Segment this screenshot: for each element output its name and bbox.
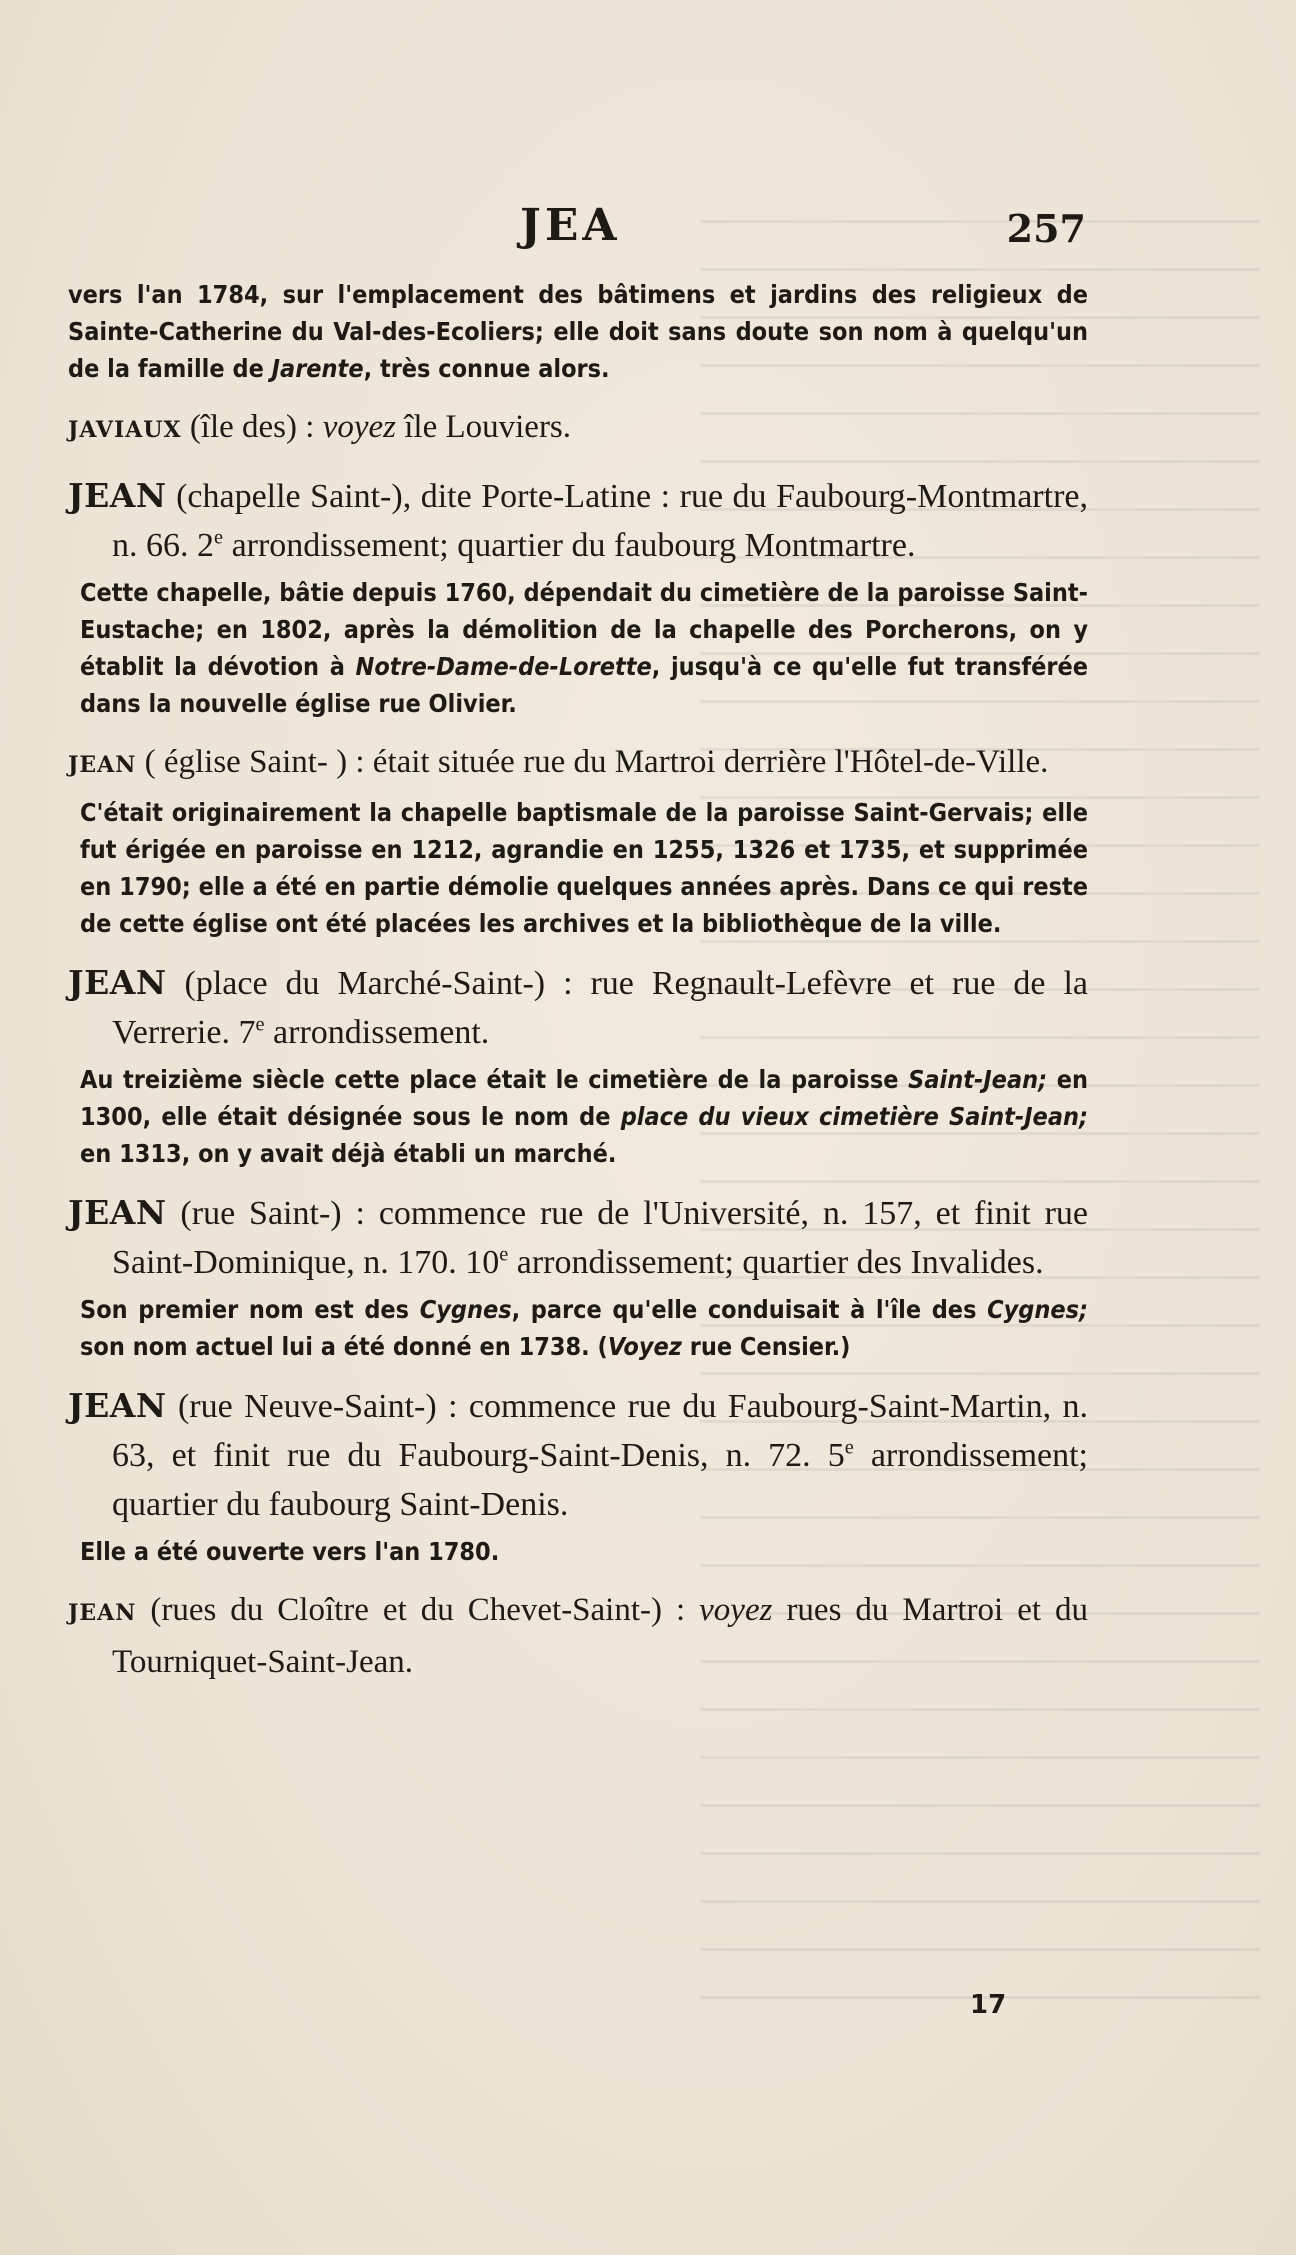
intro-note-line-1: vers l'an 1784, sur l'emplacement des bâtimens et jardins des religieux	[68, 280, 1043, 309]
entry-jean-eglise	[68, 738, 1088, 790]
note-jean-rue-saint	[68, 1291, 1088, 1365]
entry-superscript: e	[844, 1436, 854, 1459]
note-text-end: en 1313, on y avait déjà établi un marché.	[80, 1139, 617, 1168]
intro-note	[68, 276, 1088, 387]
entry-text-end: rues du Martroi et du Tourniquet-Saint-Jean.	[112, 1592, 1088, 1680]
entry-text: (chapelle Saint-), dite Porte-Latine : rue du Faubourg-Montmartre, n. 66. 2	[112, 478, 1088, 564]
note-text-italic: Notre-Dame-de-Lorette	[355, 652, 652, 681]
note-text: Cette chapelle, bâtie depuis 1760, dépendait du cimetière de la paroisse Saint-Eustache; en 1802, après la démolition de la chapelle des Porcherons, on y établit la dévotion à	[80, 578, 1088, 681]
entry-text-italic: voyez	[322, 409, 396, 445]
note-jean-eglise	[68, 794, 1088, 942]
entry-jean-place-marche	[68, 958, 1088, 1057]
note-text-middle-2: son nom actuel lui a été donné en 1738. (	[80, 1332, 608, 1361]
entry-headword: JEAN	[68, 476, 167, 515]
entry-headword: JAVIAUX	[68, 417, 182, 443]
note-text-italic-2: place du vieux cimetière Saint-Jean;	[620, 1102, 1088, 1131]
entry-headword: JEAN	[68, 1193, 167, 1232]
entry-javiaux	[68, 403, 1088, 455]
note-text-italic: Cygnes	[419, 1295, 512, 1324]
entry-jean-chapelle	[68, 471, 1088, 570]
entry-text: ( église Saint- ) : était située rue du Martroi derrière l'Hôtel-de-Ville.	[136, 744, 1049, 780]
note-text: Son premier nom est des	[80, 1295, 420, 1324]
running-head: JEA	[520, 200, 621, 251]
note-text-italic-2: Cygnes;	[987, 1295, 1088, 1324]
entry-jean-rue-neuve	[68, 1381, 1088, 1529]
entry-text: (rue Neuve-Saint-) : commence rue du Faubourg-Saint-Martin, n. 63, et finit rue du Faubourg-Saint-Denis, n. 72. 5	[112, 1388, 1088, 1474]
entry-superscript: e	[499, 1243, 509, 1266]
page-number: 257	[1006, 206, 1086, 251]
entry-superscript: e	[255, 1013, 265, 1036]
note-text: Au treizième siècle cette place était le cimetière de la paroisse	[80, 1065, 909, 1094]
intro-note-line-2: de Sainte-Catherine du Val-des-Ecoliers; elle doit sans doute son	[68, 280, 1088, 346]
note-jean-place-marche	[68, 1061, 1088, 1172]
intro-note-line-3-end: , très connue alors.	[363, 354, 610, 383]
intro-note-line-3: nom à quelqu'un de la famille de	[68, 317, 1089, 383]
entry-text-end: arrondissement; quartier des Invalides.	[508, 1244, 1044, 1281]
entry-text: (rue Saint-) : commence rue de l'Université, n. 157, et finit rue Saint-Dominique, n. 170. 10	[112, 1195, 1088, 1281]
entry-text-end: arrondissement; quartier du faubourg Montmartre.	[223, 527, 916, 564]
note-text-italic-3: Voyez	[607, 1332, 682, 1361]
note-text-end: , jusqu'à ce qu'elle fut transférée dans la nouvelle église rue Olivier.	[80, 652, 1088, 718]
page-header	[0, 200, 1296, 260]
note-text-italic: Saint-Jean;	[908, 1065, 1048, 1094]
note-text-middle: en 1300, elle était désignée sous le nom de	[80, 1065, 1088, 1131]
note-jean-rue-neuve	[68, 1533, 1088, 1570]
intro-note-italic-name: Jarente	[271, 354, 364, 383]
entry-text: (île des) :	[181, 409, 323, 445]
entry-headword: JEAN	[68, 1600, 137, 1626]
entry-headword: JEAN	[68, 752, 137, 778]
entry-text-italic: voyez	[699, 1592, 773, 1628]
note-text: C'était originairement la chapelle baptismale de la paroisse Saint-Gervais; elle fut érigée en paroisse en 1212, agrandie en 1255, 1326 et 1735, et supprimée en 1790; elle a été en partie démolie quelques années après. Dans ce qui reste de cette église ont été placées les archives et la bibliothèque de la ville.	[80, 798, 1088, 938]
entry-jean-rue-saint	[68, 1188, 1088, 1287]
entry-text: (rues du Cloître et du Chevet-Saint-) :	[136, 1592, 700, 1628]
note-jean-chapelle	[68, 574, 1088, 722]
entry-text: (place du Marché-Saint-) : rue Regnault-Lefèvre et rue de la Verrerie. 7	[112, 965, 1088, 1051]
entry-headword: JEAN	[68, 1386, 167, 1425]
entry-superscript: e	[214, 526, 224, 549]
page-content	[68, 276, 1088, 1691]
entry-headword: JEAN	[68, 963, 167, 1002]
signature-mark: 17	[970, 1990, 1007, 2020]
note-text: Elle a été ouverte vers l'an 1780.	[80, 1537, 500, 1566]
entry-text-end: île Louviers.	[395, 409, 572, 445]
entry-text-end: arrondissement; quartier du faubourg Saint-Denis.	[112, 1437, 1088, 1523]
note-text-end: rue Censier.)	[681, 1332, 851, 1361]
note-text-middle: , parce qu'elle conduisait à l'île des	[511, 1295, 988, 1324]
entry-text-end: arrondissement.	[264, 1014, 490, 1051]
entry-jean-rues-cloitre	[68, 1586, 1088, 1687]
